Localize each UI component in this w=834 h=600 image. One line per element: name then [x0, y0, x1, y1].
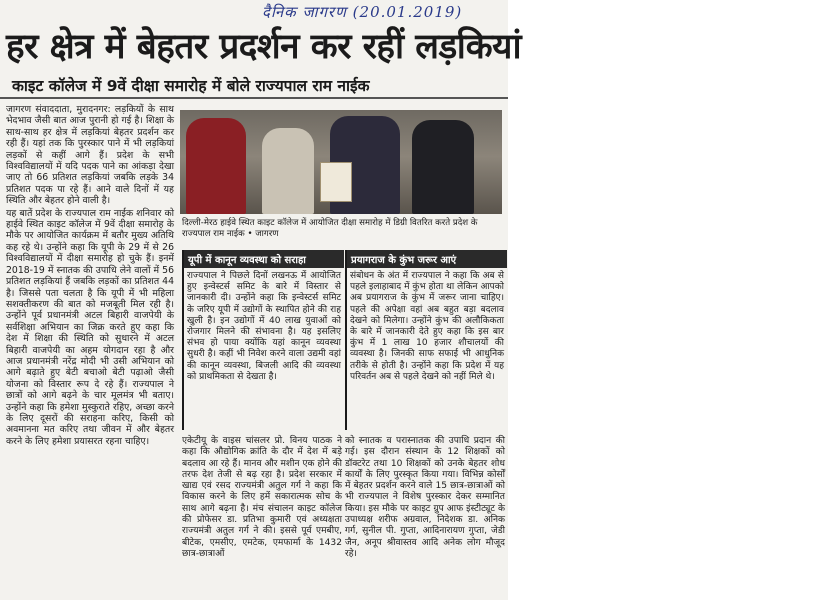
lead-column	[6, 104, 174, 448]
photo-figure	[262, 128, 314, 214]
photo-figure	[412, 120, 474, 214]
ceremony-photo	[180, 110, 502, 214]
box-title: यूपी में कानून व्यवस्था को सराहा	[184, 250, 344, 268]
box-body: संबोधन के अंत में राज्यपाल ने कहा कि अब से पहले इलाहाबाद में कुंभ होता था लेकिन आपको अब प्रयागराज के कुंभ में जरूर जाना चाहिए। पहले की अपेक्षा वहां अब बहुत बड़ा बदलाव देखने को मिलेगा। उन्होंने कुंभ की अलौकिकता के बारे में जानकारी देते हुए कहा कि इस बार कुंभ में 1 लाख 10 हजार शौचालयों की व्यवस्था है। जिनकी साफ सफाई भी आधुनिक तरीके से होती है। उन्होंने कहा कि प्रदेश में यह परिवर्तन अब से पहले देखने को नहीं मिले थे।	[350, 271, 504, 382]
divider	[0, 97, 508, 99]
box-title: प्रयागराज के कुंभ जरूर आएं	[347, 250, 507, 268]
sidebar-box-law	[182, 250, 344, 430]
photo-figure	[186, 118, 246, 214]
article-continuation: को स्नातक व परास्नातक की उपाधि प्रदान की गई। इस दौरान संस्थान के 12 शिक्षकों को डॉक्टरेट तथा 10 शिक्षकों को उनके बेहतर शोध कार्यों के लिए पुरस्कृत किया गया। विभिन्न कोर्सों में बेहतर प्रदर्शन करने वाले 15 छात्र-छात्राओं को भी राज्यपाल ने विशेष पुरस्कार देकर सम्मानित किया। इस मौके पर काइट ग्रुप आफ इंस्टीट्यूट के उपाध्यक्ष शरीफ अग्रवाल, निदेशक डा. अनिक गर्ग, सुनील पी. गुप्ता, आदिनारायण गुप्ता, जेडी जैन, अनूप श्रीवास्तव आदि अनेक लोग मौजूद रहे।	[345, 436, 505, 559]
article-continuation: एकेटीयू के वाइस चांसलर प्रो. विनय पाठक ने कहा कि औद्योगिक क्रांति के दौर में देश में बड़े बदलाव आ रहे हैं। मानव और मशीन एक होने की तरफ देश तेजी से बढ़ रहा है। प्रदेश सरकार में खाद्य एवं रसद राज्यमंत्री अतुल गर्ग ने कहा कि विकास करने के लिए हमें सकारात्मक सोच के साथ आगे बढ़ना है। मंच संचालन काइट कॉलेज की प्रोफेसर डा. प्रतिभा कुमारी एवं अध्यक्षता राज्यमंत्री अतुल गर्ग ने की। इससे पूर्व एमबीए, बीटेक, एमसीए, एमटेक, एमफार्मा के 1432 छात्र-छात्राओं	[182, 436, 342, 559]
headline: हर क्षेत्र में बेहतर प्रदर्शन कर रहीं लड़कियां	[6, 27, 522, 67]
lead-paragraph: जागरण संवाददाता, मुरादनगर: लड़कियों के साथ भेदभाव जैसी बात आज पुरानी हो गई है। शिक्षा के साथ-साथ हर क्षेत्र में लड़कियां बेहतर प्रदर्शन कर रही हैं। यहां तक कि पुरस्कार पाने में भी लड़कियां लड़कों से कहीं आगे हैं। प्रदेश के सभी विश्वविद्यालयों में यदि पदक पाने का आंकड़ा देखा जाए तो 66 प्रतिशत लड़कियां जबकि लड़के 34 प्रतिशत पदक पा रहे हैं। आने वाले दिनों में यह स्थिति और बेहतर होने वाली है।	[6, 104, 174, 207]
newspaper-masthead: दैनिक जागरण (20.01.2019)	[262, 3, 463, 21]
subheadline: काइट कॉलेज में 9वें दीक्षा समारोह में बोले राज्यपाल राम नाईक	[12, 77, 370, 95]
photo-caption: दिल्ली-मेरठ हाईवे स्थित काइट कॉलेज में आयोजित दीक्षा समारोह में डिग्री वितरित करते प्रदेश के राज्यपाल राम नाईक • जागरण	[182, 218, 478, 239]
sidebar-box-kumbh	[345, 250, 507, 430]
lead-paragraph: यह बातें प्रदेश के राज्यपाल राम नाईक शनिवार को हाईवे स्थित काइट कॉलेज में 9वें दीक्षा समारोह के मौके पर आयोजित कार्यक्रम में बतौर मुख्य अतिथि कह रहे थे। उन्होंने कहा कि यूपी के 29 में से 26 विश्वविद्यालयों में दीक्षा समारोह हो चुके हैं। इनमें 2018-19 में स्नातक की उपाधि लेने वालों में 56 प्रतिशत लड़कियां हैं जबकि लड़कों का प्रतिशत 44 है। जिससे पता चलता है कि यूपी में भी महिला सशक्तीकरण की बात को मजबूती मिल रही है। उन्होंने पूर्व प्रधानमंत्री अटल बिहारी वाजपेयी के सर्वशिक्षा अभियान का जिक्र करते हुए कहा कि देश में शिक्षा की स्थिति को सुधारने में अटल बिहारी वाजपेयी का अहम योगदान रहा है और आज प्रधानमंत्री नरेंद्र मोदी भी उसी अभियान को आगे बढ़ाते हुए बेटी बचाओ बेटी पढ़ाओ जैसी योजना को विस्तार रूप दे रहे हैं। राज्यपाल ने छात्रों को आगे बढ़ने के चार मूलमंत्र भी बताए। उन्होंने कहा कि हमेशा मुस्कुराते रहिए, अच्छा करने के लिए दूसरों की सराहना करिए, किसी को अवमानना मत करिए तथा जीवन में और बेहतर करने के लिए हमेशा प्रयासरत रहना चाहिए।	[6, 207, 174, 447]
certificate	[320, 162, 352, 202]
box-body: राज्यपाल ने पिछले दिनों लखनऊ में आयोजित हुए इन्वेस्टर्स समिट के बारे में विस्तार से जानकारी दी। उन्होंने कहा कि इन्वेस्टर्स समिट के जरिए यूपी में उद्योगों के स्थापित होने की राह खुली है। इन उद्योगों में 40 लाख युवाओं को रोजगार मिलने की संभावना है। यह इसलिए संभव हो पाया क्योंकि यहां कानून व्यवस्था सुधरी है। कहीं भी निवेश करने वाला उद्यमी वहां की कानून व्यवस्था, बिजली आदि की व्यवस्था को प्राथमिकता से देखता है।	[187, 271, 341, 382]
